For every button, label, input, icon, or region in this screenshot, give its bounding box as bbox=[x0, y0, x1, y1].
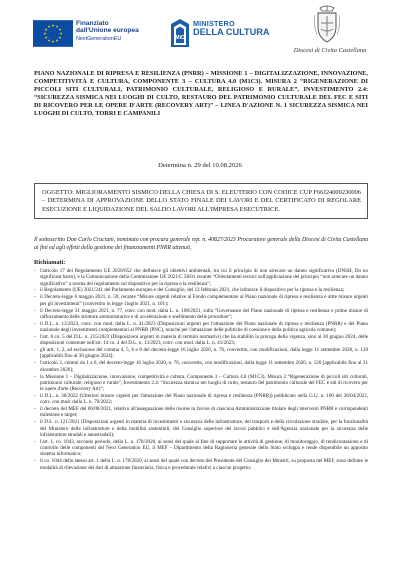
diocese-coat-of-arms-icon bbox=[312, 5, 342, 45]
mic-label bbox=[193, 19, 270, 37]
list-item: - il D.L. n. 13/2023, conv. con mod. dalla L. n. 41/2023 (Disposizioni urgenti per l'attuazione del Piano nazionale di ripresa e resilienza (PNRR) e del Piano nazionale degli investimenti complementari al PNRR (PNC), nonché per l'attuazione delle politiche di coesione e della politica agricola comune); bbox=[34, 321, 368, 334]
mic-label-line2: DELLA CULTURA bbox=[193, 26, 270, 37]
list-item: - la Missione 1 – Digitalizzazione, innovazione, competitività e cultura, Componente 3 – Cultura 4.0 (M1C3), Misura 2 “Rigenerazione di piccoli siti culturali, patrimonio culturale, religioso e rurale”, Investimento 2.4: “Sicurezza sismica nei luoghi di culto, restauro del patrimonio culturale del FEC e siti di ricovero per le opere d'arte (Recovery Art)”; bbox=[34, 374, 368, 393]
list-item: - il Decreto-legge 6 maggio 2021, n. 59, recante “Misure urgenti relative al Fondo complementare al Piano nazionale di ripresa e resilienza e altre misure urgenti per gli investimenti” (convertito in legge 1luglio 2021, n. 101); bbox=[34, 294, 368, 307]
letterhead bbox=[0, 0, 400, 58]
list-item: - il co. 1044 dello stesso art. 1 della L. n. 178/2020, ai sensi del quale con decreto del Presidente del Consiglio dei Ministri, su proposta del MEF, sono definite le modalità di rilevazione dei dati di attuazione finanziaria, fisica e procedurale relativi a ciascun progetto; bbox=[34, 458, 368, 471]
list-item: - l'art. 8 co. 5 del D.L. n. 215/2023 (Disposizioni urgenti in materia di termini normativi) che ha stabilito la proroga della vigenza, sino al 30 giugno 2024, delle disposizioni contenute nell'art. 14 co. 4 del D.L. n. 13/2023, conv. con mod. dalla L. n. 41/2023; bbox=[34, 334, 368, 347]
eu-flag-icon bbox=[33, 20, 73, 47]
list-item: - gli artt. 1, 2, ad esclusione del comma 4, 5, 6 e 8 del decreto-legge 16 luglio 2020, n. 76, convertito, con modificazioni, dalla legge 11 settembre 2020, n. 120 [applicabili fino al 30 giugno 2024]; bbox=[34, 347, 368, 360]
eu-label-line2: dall'Unione europea bbox=[76, 27, 139, 35]
eu-label-line1: Finanziato bbox=[76, 20, 109, 27]
subject-box bbox=[34, 183, 368, 219]
mic-logo-icon bbox=[170, 18, 190, 48]
list-item: - l'art. 1, co. 1043, secondo periodo, della L. n. 178/2020, ai sensi del quale al fine di supportare le attività di gestione, di monitoraggio, di rendicontazione e di controllo delle componenti del Next Generation EU, il MEF – Dipartimento della Ragioneria generale dello Stato sviluppa e rende disponibile un apposito sistema informatico; bbox=[34, 439, 368, 458]
list-item: - l'articolo 17 del Regolamento UE 2020/852 che definisce gli obiettivi ambientali, tra cui il principio di non arrecare un danno significativo (DNSH, Do no significant harm), e la Comunicazione della Commissione UE 2021/C 58/01 recante “Orientamenti tecnici sull'applicazione del principio “non arrecare un danno significativo” a norma del regolamento sul dispositivo per la ripresa e la resilienza”; bbox=[34, 268, 368, 287]
eu-label-line3: NextGenerationEU bbox=[76, 35, 122, 42]
determina-number: Determina n. 29 del 10.08.2026 bbox=[158, 162, 242, 169]
document-title: PIANO NAZIONALE DI RIPRESA E RESILIENZA (PNRR) – MISSIONE 1 – DIGITALIZZAZIONE, INNOVAZIONE, COMPETITIVITÀ E CULTURA, COMPONENTE 3 – CULTURA 4.0 (M1C3). MISURA 2 “RIGENERAZIONE DI PICCOLI SITI CULTURALI, PATRIMONIO CULTURALE, RELIGIOSO E RURALE”, INVESTIMENTO 2.4: “SICUREZZA SISMICA NEI LUOGHI DI CULTO, RESTAURO DEL PATRIMONIO CULTURALE DEL FEC E SITI DI RICOVERO PER LE OPERE D'ARTE (RECOVERY ART)” – LINEA D'AZIONE N. 1 SICUREZZA SISMICA NEI LUOGHI DI CULTO, TORRI E CAMPANILI bbox=[34, 70, 368, 117]
list-item: - il decreto del MEF del 06/08/2021, relativo all'assegnazione delle risorse in favore di ciascuna Amministrazione titolare degli interventi PNRR e corrispondenti milestone e target; bbox=[34, 406, 368, 419]
intro-paragraph: Il sottoscritto Don Carlo Cruciani, nominato con procura generale rep. n. 40827/2023 Procuratore generale della Diocesi di Civita Castellana ai fini ed agli effetti della gestione dei finanziamenti PNRR attenuti, bbox=[34, 237, 368, 251]
list-item: - il Decreto-legge 31 maggio 2021, n. 77, conv. con mod. dalla L. n. 108/2021, sulla “Governance del Piano nazionale di ripresa e resilienza e prime misure di rafforzamento delle strutture amministrative e di accelerazione e snellimento delle procedure”; bbox=[34, 308, 368, 321]
list-item: - il D.L. n. 36/2022 (Ulteriori misure urgenti per l'attuazione del Piano nazionale di ripresa e resilienza (PNRR)) pubblicato nella G.U. n. 100 del 30/04/2022, conv. con mod. dalla L. n. 79/2022; bbox=[34, 393, 368, 406]
list-item: - l'articolo 3, commi da 1 a 6, del decreto-legge 16 luglio 2020, n. 76, convertito, con modificazioni, dalla legge 11 settembre 2020, n. 120 [applicabile fino al 31 dicembre 2026]; bbox=[34, 360, 368, 373]
subject-text: OGGETTO: MIGLIORAMENTO SISMICO DELLA CHIESA DI S. ELEUTERIO CON CODICE CUP F66J24000230006 – DETERMINA DI APPROVAZIONE DELLO STATO FINALE DEI LAVORI E DEL CERTIFICATO DI REGOLARE ESECUZIONE E LIQUIDAZIONE DEL SALDO LAVORI ALL'IMPRESA ESECUTRICE. bbox=[42, 189, 361, 213]
list-item: - il D.L. n. 121/2021 (Disposizioni urgenti in materia di investimenti e sicurezza delle infrastrutture, dei trasporti e della circolazione stradale, per la funzionalità del Ministero delle infrastrutture e della mobilità sostenibili, del Consiglio superiore dei lavori pubblici e dell'Agenzia nazionale per la sicurezza delle infrastrutture stradali e autostradali); bbox=[34, 419, 368, 438]
richiamati-heading: Richiamati: bbox=[34, 259, 66, 266]
eu-funding-label bbox=[76, 20, 146, 42]
richiamati-list bbox=[34, 268, 368, 472]
mic-label-line1: MINISTERO bbox=[193, 19, 235, 28]
list-item: - il Regolamento (UE) 2021/241 del Parlamento europeo e del Consiglio, del 12 febbraio 2021, che istituisce il dispositivo per la ripresa e la resilienza; bbox=[34, 287, 368, 293]
diocese-name: Diocesi di Civita Castellana bbox=[293, 47, 367, 54]
svg-text:MiC: MiC bbox=[175, 35, 185, 41]
